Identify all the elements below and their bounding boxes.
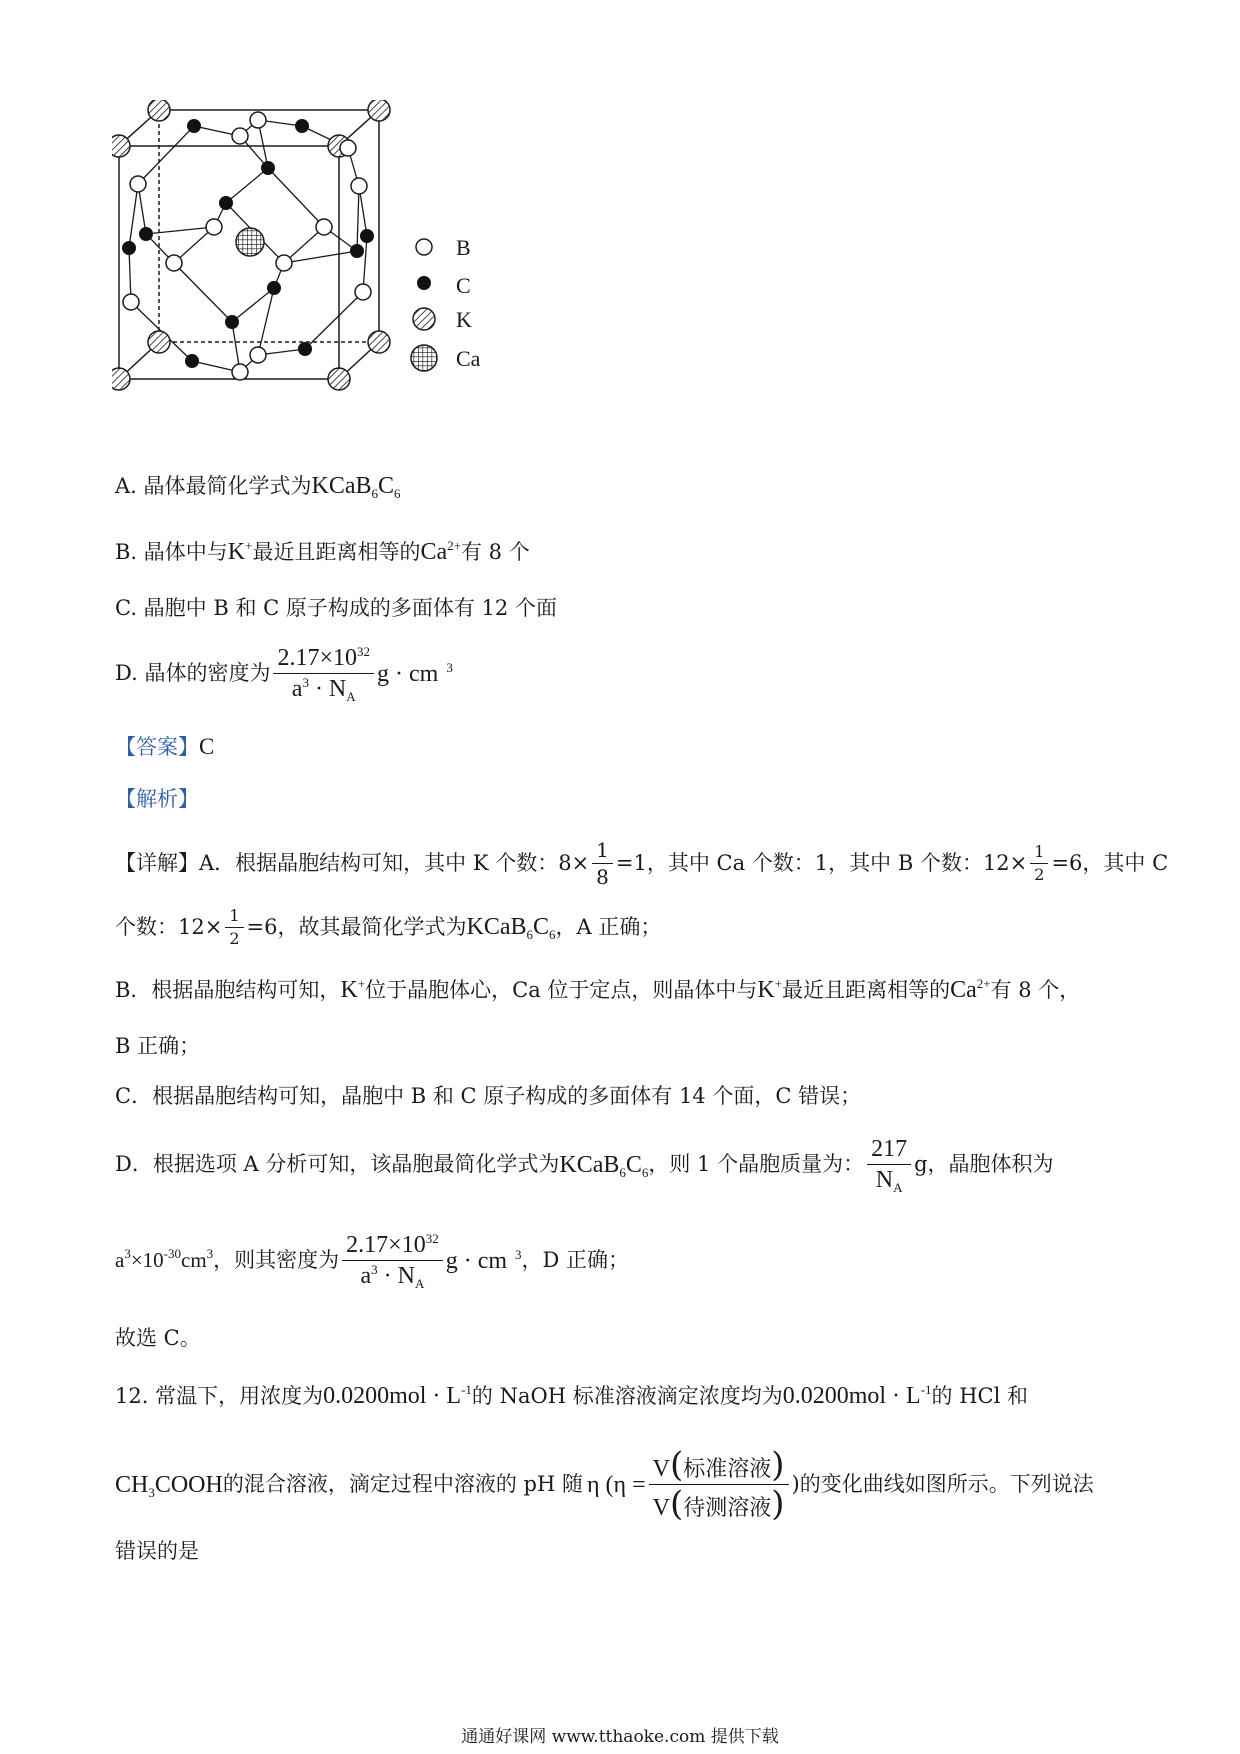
exponent: 3 bbox=[302, 675, 309, 691]
q12-line-3: 错误的是 bbox=[115, 1539, 199, 1563]
ca-ion bbox=[950, 977, 991, 1003]
ca-ion bbox=[420, 539, 461, 565]
detail-d-text: D．根据选项 A 分析可知，该晶胞最简化学式为 bbox=[115, 1152, 560, 1177]
c-atom bbox=[187, 119, 201, 133]
formula-sub: 6 bbox=[549, 927, 556, 943]
standard-solution: 标准溶液 bbox=[683, 1457, 772, 1482]
fraction-denominator: 2 bbox=[229, 928, 240, 948]
formula-c: C bbox=[378, 473, 395, 499]
mass-fraction bbox=[867, 1136, 911, 1194]
den-n: · N bbox=[377, 1263, 415, 1290]
legend-k-icon bbox=[413, 308, 435, 330]
den-a: a bbox=[291, 676, 303, 703]
legend-b-label: B bbox=[456, 235, 471, 260]
detail-b-text: B．根据晶胞结构可知， bbox=[115, 978, 341, 1002]
c-atom bbox=[139, 227, 153, 241]
formula-cooh: COOH bbox=[154, 1471, 223, 1498]
detail-c-line: C．根据晶胞结构可知，晶胞中 B 和 C 原子构成的多面体有 14 个面，C 错误； bbox=[115, 1084, 862, 1108]
option-d-prefix: D. 晶体的密度为 bbox=[115, 661, 271, 686]
b-atom bbox=[340, 140, 356, 156]
q12-line-1 bbox=[115, 1384, 1028, 1408]
legend-ca-label: Ca bbox=[456, 346, 481, 371]
legend-ca-icon bbox=[411, 345, 437, 371]
num-text: 2.17×10 bbox=[277, 645, 357, 671]
fraction-numerator bbox=[273, 645, 374, 674]
ch3cooh-formula bbox=[115, 1471, 223, 1500]
q12-text: 12. 常温下，用浓度为 bbox=[115, 1384, 324, 1408]
c-atom bbox=[261, 161, 275, 175]
page-footer: 通通好课网 www.tthaoke.com 提供下载 bbox=[461, 1727, 779, 1747]
answer-line bbox=[115, 735, 214, 758]
b-atom bbox=[206, 219, 222, 235]
charge: + bbox=[245, 538, 253, 553]
fraction-numerator bbox=[342, 1232, 443, 1261]
concentration bbox=[323, 1383, 472, 1409]
detail-d-text: ，D 正确； bbox=[521, 1248, 630, 1273]
fraction-denominator bbox=[649, 1484, 789, 1525]
conclusion: 故选 C。 bbox=[115, 1326, 201, 1350]
formula-sub: 6 bbox=[394, 486, 401, 501]
k-symbol: K bbox=[227, 539, 246, 565]
k-atom bbox=[112, 135, 130, 157]
concentration bbox=[783, 1383, 932, 1409]
option-a bbox=[115, 473, 401, 501]
detail-d-line-1 bbox=[115, 1136, 1054, 1194]
b-atom bbox=[166, 255, 182, 271]
b-atom bbox=[232, 128, 248, 144]
exponent: -1 bbox=[920, 1382, 932, 1397]
paren-close: ) bbox=[771, 1484, 785, 1525]
exponent: 32 bbox=[425, 1231, 439, 1246]
detail-d-text: ，则其密度为 bbox=[213, 1248, 340, 1273]
legend-b-icon bbox=[416, 239, 432, 255]
detail-a-text: 个数：12× bbox=[115, 914, 223, 939]
b-atom bbox=[232, 364, 248, 380]
c-atom bbox=[350, 244, 364, 258]
b-atom bbox=[130, 176, 146, 192]
fraction-1-8 bbox=[592, 839, 613, 888]
conc-text: 0.0200mol · L bbox=[323, 1383, 462, 1409]
q12-line-2 bbox=[115, 1445, 1094, 1525]
subscript: A bbox=[414, 1276, 425, 1292]
volume-v: V bbox=[652, 1456, 670, 1482]
legend-c-icon bbox=[417, 276, 431, 290]
formula bbox=[559, 1151, 649, 1180]
detail-a-text: ，A 正确； bbox=[555, 914, 662, 939]
fraction-denominator: 2 bbox=[1034, 865, 1045, 884]
b-atom bbox=[276, 255, 292, 271]
den-n: · N bbox=[308, 676, 347, 703]
exponent: -1 bbox=[461, 1382, 472, 1397]
detail-a-text: =6，故其最简化学式为 bbox=[246, 914, 467, 939]
exponent: 3 bbox=[206, 1246, 214, 1262]
unit-text: g · cm bbox=[445, 1247, 508, 1274]
legend-k-label: K bbox=[456, 307, 472, 332]
formula-sub: 6 bbox=[619, 1164, 626, 1180]
k-atom bbox=[328, 368, 350, 390]
volume-expression bbox=[115, 1246, 214, 1273]
option-b-prefix: B. 晶体中与 bbox=[115, 540, 228, 564]
b-atom bbox=[250, 112, 266, 128]
fraction-1-2 bbox=[225, 907, 243, 947]
ca-symbol: Ca bbox=[950, 977, 977, 1003]
volume-v: V bbox=[652, 1495, 670, 1522]
ca-atom bbox=[236, 228, 264, 256]
formula-sub: 6 bbox=[641, 1164, 649, 1180]
b-atom bbox=[351, 178, 367, 194]
answer-value: C bbox=[199, 734, 215, 759]
k-atom bbox=[148, 100, 170, 121]
k-symbol: K bbox=[340, 977, 358, 1003]
b-atom bbox=[250, 347, 266, 363]
option-a-formula bbox=[312, 473, 401, 499]
detail-line-2 bbox=[115, 907, 661, 947]
k-atom bbox=[368, 100, 390, 121]
crystal-structure-figure bbox=[112, 100, 572, 445]
density-fraction bbox=[273, 645, 374, 703]
formula-c: C bbox=[625, 1151, 642, 1178]
b-atom bbox=[355, 284, 371, 300]
c-atom bbox=[122, 241, 136, 255]
q12-text: 的 HCl 和 bbox=[931, 1384, 1028, 1408]
q12-text: 的混合溶液，滴定过程中溶液的 pH 随 bbox=[222, 1472, 583, 1497]
q12-text: 的 NaOH 标准溶液滴定浓度均为 bbox=[471, 1384, 783, 1408]
k-atom bbox=[112, 368, 130, 390]
analysis-label: 【解析】 bbox=[115, 787, 199, 811]
charge: 2+ bbox=[447, 538, 461, 553]
answer-label: 【答案】 bbox=[115, 735, 199, 759]
detail-a-text: 【详解】A．根据晶胞结构可知，其中 K 个数：8× bbox=[115, 851, 590, 875]
legend-c-label: C bbox=[456, 273, 471, 298]
unit-text: g · cm bbox=[377, 660, 439, 687]
detail-b-text: 有 8 个， bbox=[990, 978, 1081, 1002]
k-ion bbox=[757, 977, 782, 1003]
density-unit bbox=[377, 659, 453, 687]
vol-x: ×10 bbox=[130, 1248, 164, 1273]
exponent: 3 bbox=[124, 1246, 131, 1262]
detail-b-text: 位于晶胞体心，Ca 位于定点，则晶体中与 bbox=[365, 978, 758, 1002]
paren-close: ) bbox=[771, 1445, 785, 1485]
fraction-numerator: 1 bbox=[225, 907, 243, 928]
exponent: 32 bbox=[357, 644, 370, 659]
subscript: A bbox=[893, 1180, 903, 1196]
fraction-denominator bbox=[288, 674, 360, 705]
formula bbox=[466, 914, 556, 943]
formula-sub: 6 bbox=[371, 486, 379, 501]
exponent: 3 bbox=[446, 659, 453, 675]
option-b-suffix: 有 8 个 bbox=[461, 540, 530, 564]
density-unit bbox=[445, 1246, 522, 1274]
fraction-1-2 bbox=[1030, 843, 1048, 883]
conc-text: 0.0200mol · L bbox=[782, 1383, 921, 1409]
detail-b-line-2: B 正确； bbox=[115, 1034, 201, 1058]
detail-d-line-2 bbox=[115, 1232, 629, 1290]
k-ion bbox=[228, 539, 253, 565]
fraction-numerator bbox=[649, 1445, 789, 1485]
legend bbox=[411, 235, 481, 371]
titrated-solution: 待测溶液 bbox=[683, 1496, 772, 1522]
den-a: a bbox=[360, 1263, 372, 1290]
option-a-prefix: A. 晶体最简化学式为 bbox=[115, 474, 312, 498]
detail-b-line-1 bbox=[115, 978, 1080, 1002]
option-d bbox=[115, 645, 453, 703]
c-atom bbox=[185, 354, 199, 368]
exponent: 3 bbox=[371, 1262, 378, 1278]
formula-ch: CH bbox=[115, 1471, 149, 1498]
num-text: 2.17×10 bbox=[346, 1232, 426, 1258]
b-atom bbox=[123, 294, 139, 310]
eta-fraction bbox=[649, 1445, 789, 1525]
den-n: N bbox=[875, 1167, 894, 1194]
formula-kcab: KCaB bbox=[311, 473, 372, 499]
c-atom bbox=[225, 315, 239, 329]
detail-d-text: g，晶胞体积为 bbox=[914, 1152, 1054, 1177]
formula-c: C bbox=[532, 914, 549, 941]
ca-symbol: Ca bbox=[420, 539, 448, 565]
c-atom bbox=[360, 229, 374, 243]
fraction-denominator bbox=[872, 1165, 907, 1196]
fraction-numerator: 217 bbox=[867, 1136, 911, 1165]
paren-open: ( bbox=[669, 1484, 684, 1525]
detail-line-1 bbox=[115, 839, 1168, 888]
k-ion bbox=[340, 977, 365, 1003]
exponent: 3 bbox=[515, 1246, 522, 1262]
c-atom bbox=[267, 281, 281, 295]
formula-sub: 3 bbox=[148, 1484, 155, 1500]
fraction-numerator: 1 bbox=[592, 839, 613, 864]
c-atom bbox=[295, 119, 309, 133]
eta-definition: (η = bbox=[605, 1471, 646, 1498]
formula-kcab: KCaB bbox=[466, 914, 527, 941]
charge: + bbox=[774, 976, 783, 991]
vol-cm: cm bbox=[181, 1248, 207, 1273]
c-atom bbox=[298, 342, 312, 356]
k-atom bbox=[148, 331, 170, 353]
detail-b-text: 最近且距离相等的 bbox=[782, 978, 951, 1002]
fraction-denominator: 8 bbox=[596, 865, 609, 889]
subscript: A bbox=[346, 689, 356, 705]
k-atom bbox=[368, 331, 390, 353]
k-symbol: K bbox=[757, 977, 775, 1003]
detail-a-text: =6，其中 C bbox=[1051, 851, 1169, 875]
formula-kcab: KCaB bbox=[559, 1151, 620, 1178]
formula-sub: 6 bbox=[526, 927, 533, 943]
option-b-mid: 最近且距离相等的 bbox=[252, 540, 421, 564]
vol-a: a bbox=[115, 1248, 125, 1273]
q12-text: )的变化曲线如图所示。下列说法 bbox=[791, 1472, 1094, 1497]
c-atom bbox=[219, 196, 233, 210]
option-b bbox=[115, 540, 530, 564]
detail-d-text: ，则 1 个晶胞质量为： bbox=[648, 1152, 865, 1177]
detail-a-text: =1，其中 Ca 个数：1，其中 B 个数：12× bbox=[615, 851, 1028, 875]
charge: 2+ bbox=[976, 976, 991, 991]
exponent: -30 bbox=[163, 1246, 182, 1262]
fraction-numerator: 1 bbox=[1030, 843, 1048, 864]
density-fraction bbox=[342, 1232, 443, 1290]
charge: + bbox=[357, 976, 366, 991]
eta-symbol: η bbox=[586, 1471, 600, 1498]
fraction-denominator bbox=[357, 1261, 429, 1292]
option-c: C. 晶胞中 B 和 C 原子构成的多面体有 12 个面 bbox=[115, 596, 557, 620]
paren-open: ( bbox=[669, 1445, 684, 1485]
b-atom bbox=[316, 219, 332, 235]
